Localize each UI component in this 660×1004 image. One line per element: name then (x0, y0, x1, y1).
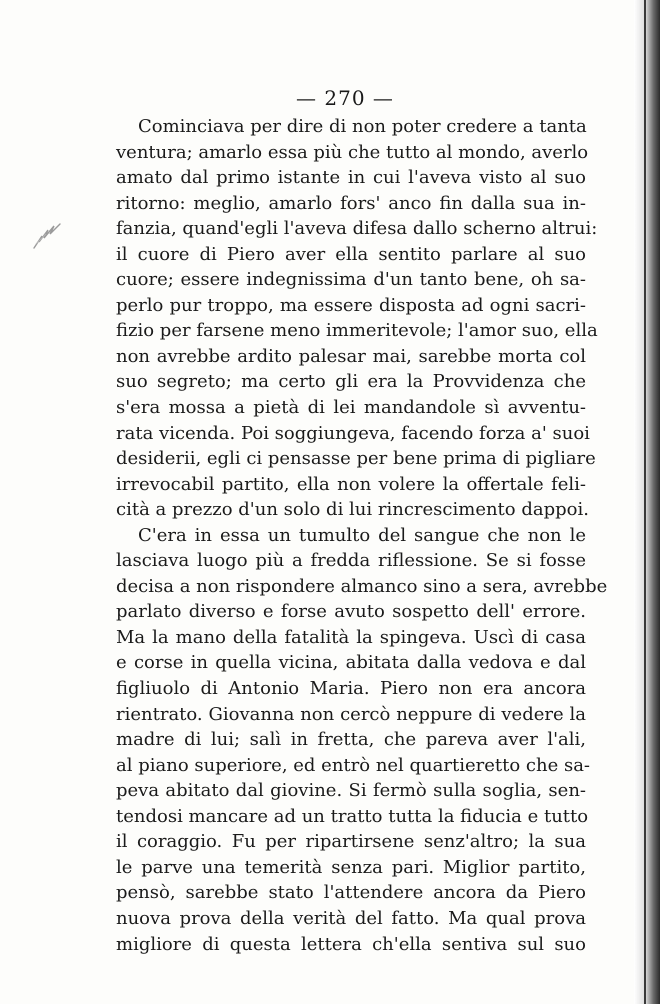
text-line: parlato diverso e forse avuto sospetto dell' errore. (116, 601, 586, 623)
text-line: pensò, sarebbe stato l'attendere ancora da Piero (116, 882, 586, 904)
text-line: cità a prezzo d'un solo di lui rincrescimento dappoi. (116, 499, 589, 521)
text-line: rientrato. Giovanna non cercò neppure di vedere la (116, 703, 586, 725)
text-line: rata vicenda. Poi soggiungeva, facendo forza a' suoi (116, 422, 590, 444)
text-line: lasciava luogo più a fredda riflessione. Se si fosse (116, 550, 586, 572)
text-line: fanzia, quand'egli l'aveva difesa dallo scherno altrui: (116, 218, 598, 240)
page-edge-line (644, 0, 646, 1004)
text-line: Cominciava per dire di non poter credere a tanta (138, 116, 587, 137)
text-line: Ma la mano della fatalità la spingeva. Uscì di casa (116, 626, 586, 648)
text-line: desiderii, egli ci pensasse per bene prima di pigliare (116, 448, 596, 470)
page-number: — 270 — (296, 86, 394, 110)
text-line: ritorno: meglio, amarlo fors' anco fin dalla sua in- (116, 192, 586, 214)
text-line: madre di lui; salì in fretta, che pareva aver l'ali, (116, 729, 586, 751)
text-line: migliore di questa lettera ch'ella sentiva sul suo (116, 933, 586, 955)
page-edge-shadow (634, 0, 660, 1004)
text-line: figliuolo di Antonio Maria. Piero non era ancora (116, 678, 586, 700)
margin-ink-mark-icon (30, 222, 64, 250)
text-line: fizio per farsene meno immeritevole; l'amor suo, ella (116, 320, 598, 342)
text-line: cuore; essere indegnissima d'un tanto bene, oh sa- (116, 269, 586, 291)
text-line: irrevocabil partito, ella non volere la offertale feli- (116, 473, 586, 495)
text-line: il coraggio. Fu per ripartirsene senz'altro; la sua (116, 831, 586, 853)
text-line: nuova prova della verità del fatto. Ma qual prova (116, 907, 586, 929)
text-line: suo segreto; ma certo gli era la Provvidenza che (116, 371, 586, 393)
text-line: amato dal primo istante in cui l'aveva visto al suo (116, 167, 586, 189)
text-line: perlo pur troppo, ma essere disposta ad ogni sacri- (116, 294, 586, 316)
text-line: il cuore di Piero aver ella sentito parlare al suo (116, 243, 586, 265)
text-line: e corse in quella vicina, abitata dalla vedova e dal (116, 652, 586, 674)
text-line: non avrebbe ardito palesar mai, sarebbe morta col (116, 345, 586, 367)
body-text (116, 114, 608, 957)
text-line: ventura; amarlo essa più che tutto al mondo, averlo (116, 141, 589, 163)
text-line: s'era mossa a pietà di lei mandandole sì avventu- (116, 397, 586, 419)
text-line: tendosi mancare ad un tratto tutta la fiducia e tutto (116, 805, 589, 827)
text-line: al piano superiore, ed entrò nel quartieretto che sa- (116, 754, 591, 776)
text-line: peva abitato dal giovine. Si fermò sulla soglia, sen- (116, 780, 586, 802)
text-line: decisa a non rispondere almanco sino a sera, avrebbe (116, 575, 608, 597)
text-line: C'era in essa un tumulto del sangue che non le (138, 524, 586, 546)
text-line: le parve una temerità senza pari. Miglior partito, (116, 856, 586, 878)
